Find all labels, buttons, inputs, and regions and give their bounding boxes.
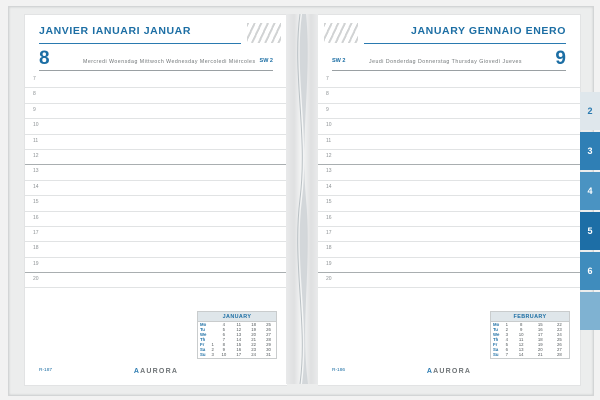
hour-row[interactable]	[25, 196, 287, 211]
index-tab-label: 5	[587, 226, 593, 236]
mini-month-cell: 12	[518, 342, 524, 348]
mini-month-daylabel: Th	[200, 337, 206, 343]
mini-month-cell: 28	[266, 337, 271, 343]
hour-row[interactable]	[318, 227, 580, 242]
index-tab-5[interactable]	[580, 212, 600, 250]
mini-month-cell: 7	[505, 352, 508, 358]
hour-label: 18	[33, 245, 39, 252]
mini-month-cell: 27	[557, 347, 562, 353]
brand-mark-left: A	[133, 368, 141, 375]
mini-month-cell: 19	[251, 326, 257, 332]
mini-month-cell: 24	[251, 352, 257, 358]
hour-row[interactable]	[25, 73, 287, 88]
mini-month-cell: 28	[557, 352, 562, 358]
mini-month-cell: 9	[519, 326, 523, 332]
right-hour-grid[interactable]	[318, 73, 580, 288]
mini-month-cell: 1	[505, 321, 508, 327]
hour-label: 15	[326, 199, 332, 206]
hour-label: 7	[33, 76, 36, 82]
hour-label: 20	[326, 276, 332, 283]
mini-month-daylabel: Mo	[200, 321, 207, 327]
mini-month-cell: 20	[537, 347, 543, 353]
mini-month-cell: 31	[266, 352, 271, 358]
mini-month-cell: 14	[518, 352, 524, 358]
mini-month-cell: 20	[251, 332, 257, 337]
left-page	[24, 14, 287, 386]
left-hour-grid[interactable]	[25, 73, 287, 288]
hour-row[interactable]	[25, 212, 287, 227]
right-mini-month	[490, 311, 570, 359]
hour-label: 8	[326, 91, 329, 98]
index-tab-label: 4	[587, 186, 593, 196]
hour-row[interactable]	[318, 135, 580, 150]
left-page-header: JANVIER IANUARI JANUAR	[39, 25, 192, 37]
mini-month-cell: 24	[557, 332, 562, 337]
mini-month-cell: 5	[505, 342, 508, 348]
mini-month-cell: 11	[518, 337, 524, 343]
hour-row[interactable]	[318, 88, 580, 103]
hatch-decoration-left	[247, 23, 281, 43]
hour-row[interactable]	[25, 135, 287, 150]
left-week-label: SW 2	[259, 58, 273, 64]
hour-label: 9	[326, 106, 329, 113]
mini-month-cell: 17	[236, 352, 242, 358]
hour-row[interactable]	[25, 119, 287, 134]
mini-month-cell: 26	[266, 326, 271, 332]
hour-label: 16	[326, 214, 332, 221]
mini-month-cell: 29	[266, 342, 271, 348]
mini-month-cell: 4	[222, 321, 226, 327]
mini-month-row	[491, 353, 569, 358]
hour-label: 17	[326, 229, 332, 236]
hour-row[interactable]	[25, 273, 287, 288]
mini-month-daylabel: We	[493, 332, 500, 337]
left-day-number: 8	[39, 48, 50, 69]
right-week-label: SW 2	[332, 58, 346, 64]
hour-label: 11	[326, 137, 332, 144]
mini-month-cell: 13	[518, 347, 524, 353]
left-header-rule	[39, 43, 241, 44]
hour-row[interactable]	[25, 258, 287, 273]
mini-month-cell: 3	[211, 352, 214, 358]
mini-month-daylabel: We	[200, 332, 207, 337]
mini-month-cell: 21	[537, 352, 543, 358]
hour-row[interactable]	[25, 104, 287, 119]
mini-month-daylabel: Th	[493, 337, 499, 343]
hour-label: 12	[326, 152, 332, 159]
hour-label: 14	[326, 183, 332, 190]
hour-label: 13	[33, 168, 39, 175]
mini-month-cell: 8	[222, 342, 226, 348]
index-tab-label: 2	[587, 106, 593, 116]
right-mini-month-table	[491, 322, 569, 358]
hour-label: 9	[33, 106, 36, 113]
hour-row[interactable]	[25, 242, 287, 257]
spine-ribbon	[292, 14, 312, 384]
right-page-header: JANUARY GENNAIO ENERO	[411, 25, 566, 37]
hour-label: 11	[33, 137, 39, 144]
index-tab-n5[interactable]	[580, 292, 600, 330]
mini-month-cell: 2	[211, 347, 214, 353]
right-subheader-rule	[332, 70, 566, 71]
mini-month-daylabel: Mo	[493, 321, 500, 327]
hour-label: 7	[326, 76, 329, 82]
hour-label: 19	[326, 260, 332, 267]
mini-month-cell: 22	[557, 321, 562, 327]
index-tab-label: 6	[587, 266, 593, 276]
mini-month-cell: 25	[557, 337, 562, 343]
hour-label: 18	[326, 245, 332, 252]
mini-month-cell: 16	[236, 347, 242, 353]
hour-row[interactable]	[318, 181, 580, 196]
mini-month-cell: 13	[236, 332, 242, 337]
mini-month-daylabel: Sa	[200, 347, 206, 353]
hour-label: 13	[326, 168, 332, 175]
hour-label: 17	[33, 229, 39, 236]
right-mini-month-title: FEBRUARY	[491, 312, 569, 322]
index-tab-2[interactable]	[580, 92, 600, 130]
mini-month-cell: 10	[221, 352, 227, 358]
left-mini-month-title: JANUARY	[198, 312, 276, 322]
hour-label: 12	[33, 152, 39, 159]
hour-label: 16	[33, 214, 39, 221]
mini-month-cell: 10	[518, 332, 524, 337]
mini-month-daylabel: Su	[493, 352, 499, 358]
mini-month-cell: 1	[211, 342, 214, 348]
hour-row[interactable]	[318, 119, 580, 134]
hour-label: 10	[326, 122, 332, 129]
hour-label: 14	[33, 183, 39, 190]
brand-name-left: AURORA	[140, 368, 179, 375]
right-page-code: R-186	[332, 368, 346, 373]
brand-name-right: AURORA	[433, 368, 472, 375]
mini-month-cell: 17	[537, 332, 543, 337]
mini-month-cell: 14	[236, 337, 242, 343]
mini-month-cell: 6	[222, 332, 226, 337]
mini-month-cell: 21	[251, 337, 257, 343]
right-weekday-names: Jeudi Donderdag Donnerstag Thursday Giovedì Jueves	[369, 59, 522, 65]
mini-month-cell: 18	[537, 337, 543, 343]
mini-month-cell: 26	[557, 342, 562, 348]
hour-row[interactable]	[318, 196, 580, 211]
mini-month-cell: 16	[537, 326, 543, 332]
hour-label: 10	[33, 122, 39, 129]
right-day-number: 9	[555, 48, 566, 69]
mini-month-cell: 8	[519, 321, 523, 327]
hour-label: 8	[33, 91, 36, 98]
hatch-decoration-right	[324, 23, 358, 43]
hour-row[interactable]	[25, 150, 287, 165]
mini-month-daylabel: Tu	[493, 326, 498, 332]
mini-month-cell: 18	[251, 321, 257, 327]
index-tab-label: 3	[587, 146, 593, 156]
mini-month-daylabel: Fr	[493, 342, 498, 348]
mini-month-row	[198, 353, 276, 358]
mini-month-daylabel: Tu	[200, 326, 205, 332]
mini-month-cell: 6	[505, 347, 508, 353]
hour-row[interactable]	[318, 165, 580, 180]
mini-month-cell: 4	[505, 337, 508, 343]
left-page-code: R-187	[39, 368, 53, 373]
mini-month-cell: 25	[266, 321, 271, 327]
mini-month-daylabel: Su	[200, 352, 206, 358]
hour-row[interactable]	[318, 273, 580, 288]
brand-logo-left	[134, 368, 178, 375]
hour-label: 19	[33, 260, 39, 267]
hour-row[interactable]	[25, 181, 287, 196]
hour-row[interactable]	[25, 165, 287, 180]
left-mini-month	[197, 311, 277, 359]
mini-month-cell: 2	[505, 326, 508, 332]
mini-month-cell: 12	[236, 326, 242, 332]
mini-month-cell: 11	[236, 321, 241, 327]
hour-label: 20	[33, 276, 39, 283]
left-subheader-rule	[39, 70, 273, 71]
hour-row[interactable]	[318, 150, 580, 165]
left-mini-month-table	[198, 322, 276, 358]
mini-month-cell: 22	[251, 342, 257, 348]
mini-month-cell: 3	[505, 332, 508, 337]
mini-month-cell: 15	[236, 342, 242, 348]
mini-month-cell: 15	[537, 321, 543, 327]
mini-month-cell: 30	[266, 347, 271, 353]
brand-logo-right	[427, 368, 471, 375]
mini-month-cell: 23	[251, 347, 257, 353]
mini-month-cell: 9	[222, 347, 226, 353]
index-tab-4[interactable]	[580, 172, 600, 210]
mini-month-cell: 23	[557, 326, 562, 332]
mini-month-daylabel: Sa	[493, 347, 499, 353]
hour-row[interactable]	[318, 104, 580, 119]
index-tab-6[interactable]	[580, 252, 600, 290]
mini-month-cell: 7	[222, 337, 226, 343]
hour-row[interactable]	[318, 242, 580, 257]
hour-row[interactable]	[25, 227, 287, 242]
brand-mark-right: A	[426, 368, 434, 375]
hour-row[interactable]	[318, 73, 580, 88]
right-page	[318, 14, 581, 386]
mini-month-daylabel: Fr	[200, 342, 205, 348]
hour-label: 15	[33, 199, 39, 206]
hour-row[interactable]	[25, 88, 287, 103]
hour-row[interactable]	[318, 212, 580, 227]
index-tab-strip[interactable]	[580, 92, 600, 332]
mini-month-cell: 27	[266, 332, 271, 337]
right-header-rule	[364, 43, 566, 44]
left-weekday-names: Mercredi Woensdag Mittwoch Wednesday Mercoledi Miércoles	[83, 59, 256, 65]
mini-month-cell: 5	[222, 326, 226, 332]
mini-month-cell: 19	[537, 342, 543, 348]
hour-row[interactable]	[318, 258, 580, 273]
index-tab-3[interactable]	[580, 132, 600, 170]
